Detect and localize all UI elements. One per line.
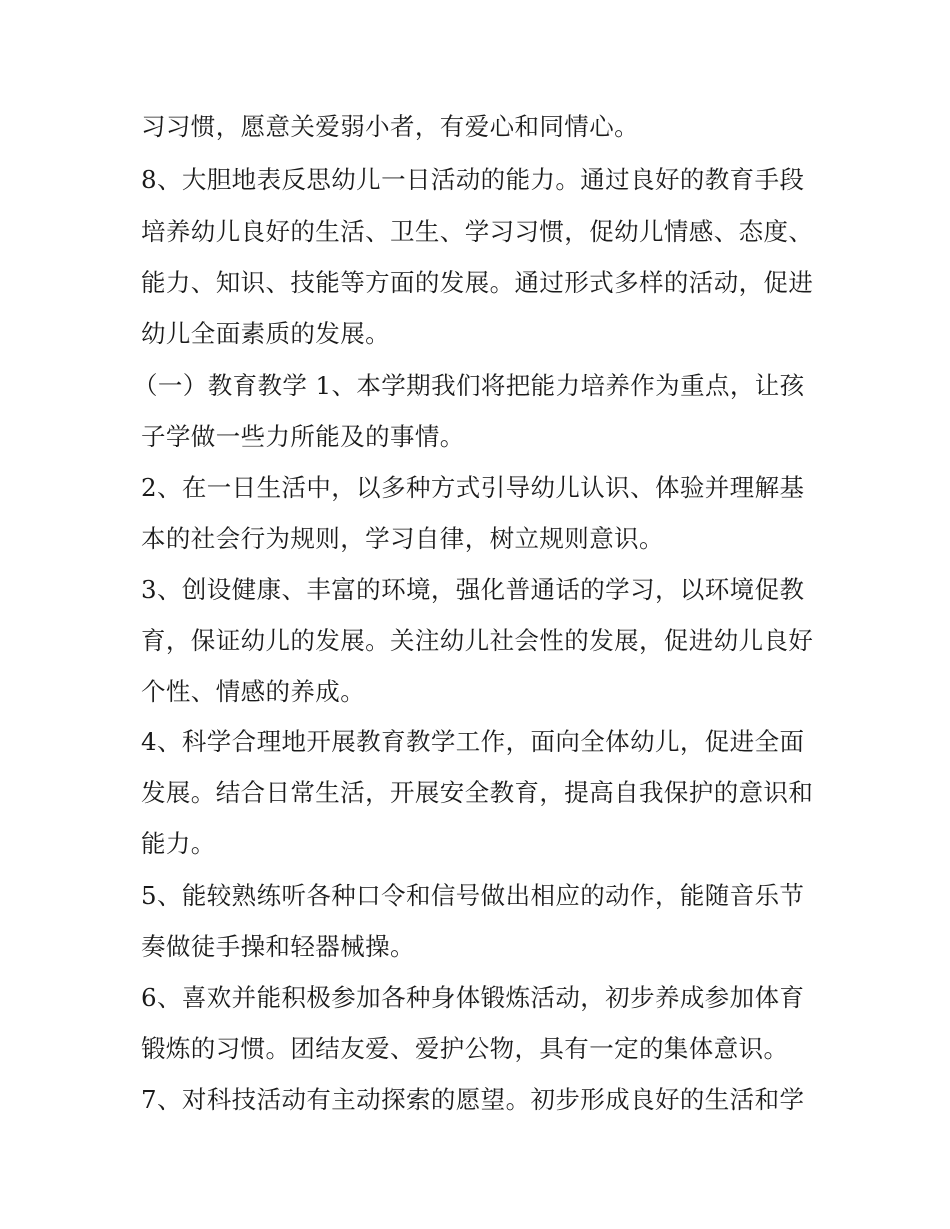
text-line: （一）教育教学 1、本学期我们将把能力培养作为重点，让孩 — [133, 371, 805, 400]
text-line: 发展。结合日常生活，开展安全教育，提高自我保护的意识和 — [141, 778, 814, 807]
text-line: 育，保证幼儿的发展。关注幼儿社会性的发展，促进幼儿良好 — [141, 626, 814, 655]
text-line: 5、能较熟练听各种口令和信号做出相应的动作，能随音乐节 — [141, 881, 805, 910]
text-line: 培养幼儿良好的生活、卫生、学习习惯，促幼儿情感、态度、 — [141, 217, 814, 246]
text-line: 个性、情感的养成。 — [141, 677, 366, 706]
text-line: 3、创设健康、丰富的环境，强化普通话的学习，以环境促教 — [141, 575, 805, 604]
text-line: 4、科学合理地开展教育教学工作，面向全体幼儿，促进全面 — [141, 727, 805, 756]
text-line: 习习惯，愿意关爱弱小者，有爱心和同情心。 — [141, 112, 639, 141]
text-line: 7、对科技活动有主动探索的愿望。初步形成良好的生活和学 — [141, 1085, 805, 1114]
text-line: 幼儿全面素质的发展。 — [141, 319, 390, 348]
text-line: 能力。 — [141, 829, 216, 858]
text-line: 本的社会行为规则，学习自律，树立规则意识。 — [141, 524, 664, 553]
text-line: 锻炼的习惯。团结友爱、爱护公物，具有一定的集体意识。 — [141, 1034, 789, 1063]
text-line: 6、喜欢并能积极参加各种身体锻炼活动，初步养成参加体育 — [141, 983, 805, 1012]
text-line: 子学做一些力所能及的事情。 — [141, 422, 465, 451]
text-line: 2、在一日生活中，以多种方式引导幼儿认识、体验并理解基 — [141, 473, 805, 502]
text-line: 能力、知识、技能等方面的发展。通过形式多样的活动，促进 — [141, 268, 814, 297]
text-line: 奏做徒手操和轻器械操。 — [141, 932, 415, 961]
text-line: 8、大胆地表反思幼儿一日活动的能力。通过良好的教育手段 — [141, 165, 805, 194]
